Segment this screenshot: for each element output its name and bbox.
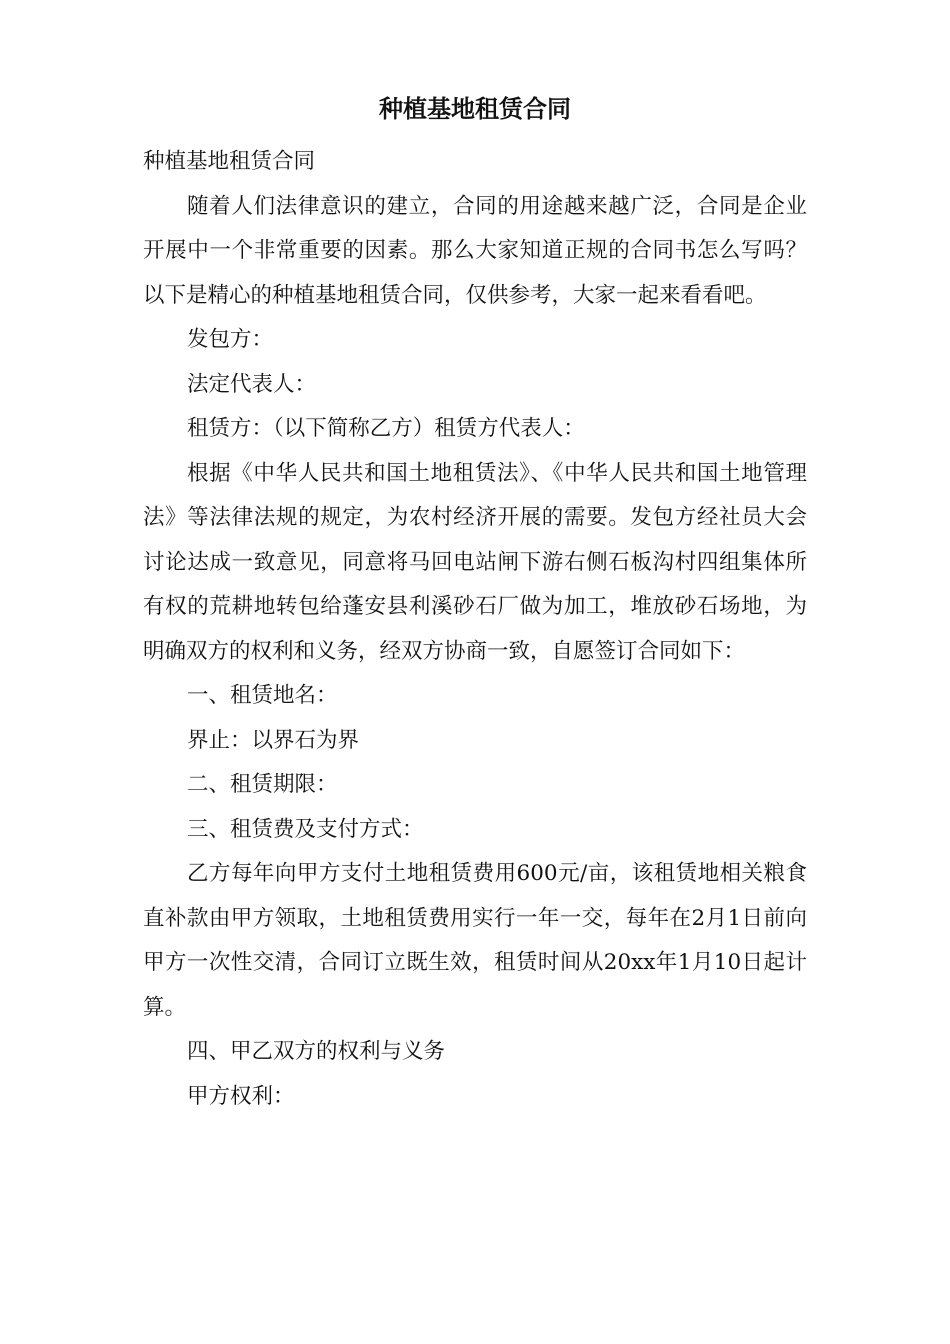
legal-basis-paragraph: 根据《中华人民共和国土地租赁法》、《中华人民共和国土地管理法》等法律法规的规定，为农村经济开展的需要。发包方经社员大会讨论达成一致意见，同意将马回电站闸下游右侧石板沟村四组集体所有权的荒耕地转包给蓬安县利溪砂石厂做为加工，堆放砂石场地，为明确双方的权利和义务，经双方协商一致，自愿签订合同如下： [143, 460, 807, 664]
intro-paragraph: 随着人们法律意识的建立，合同的用途越来越广泛，合同是企业开展中一个非常重要的因素。那么大家知道正规的合同书怎么写吗？以下是精心的种植基地租赁合同，仅供参考，大家一起来看看吧。 [143, 193, 807, 308]
lessee-line: 租赁方：（以下简称乙方）租赁方代表人： [187, 416, 585, 441]
payment-paragraph: 乙方每年向甲方支付土地租赁费用600元/亩，该租赁地相关粮食直补款由甲方领取，土地租赁费用实行一年一交，每年在2月1日前向甲方一次性交清，合同订立既生效，租赁时间从20xx年1月10日起计算。 [143, 861, 807, 1020]
section-3-heading: 三、租赁费及支付方式： [187, 816, 424, 842]
section-4-heading: 四、甲乙双方的权利与义务 [187, 1039, 446, 1064]
contractor-line: 发包方： [187, 327, 274, 352]
subtitle-paragraph: 种植基地租赁合同 [143, 149, 316, 174]
document-title: 种植基地租赁合同 [379, 95, 571, 123]
boundary-line: 界止：以界石为界 [187, 727, 360, 753]
legal-representative-line: 法定代表人： [187, 371, 317, 397]
document-body [143, 140, 807, 1119]
section-1-heading: 一、租赁地名： [187, 683, 338, 708]
party-a-rights-heading: 甲方权利： [187, 1083, 295, 1109]
section-2-heading: 二、租赁期限： [187, 772, 338, 797]
